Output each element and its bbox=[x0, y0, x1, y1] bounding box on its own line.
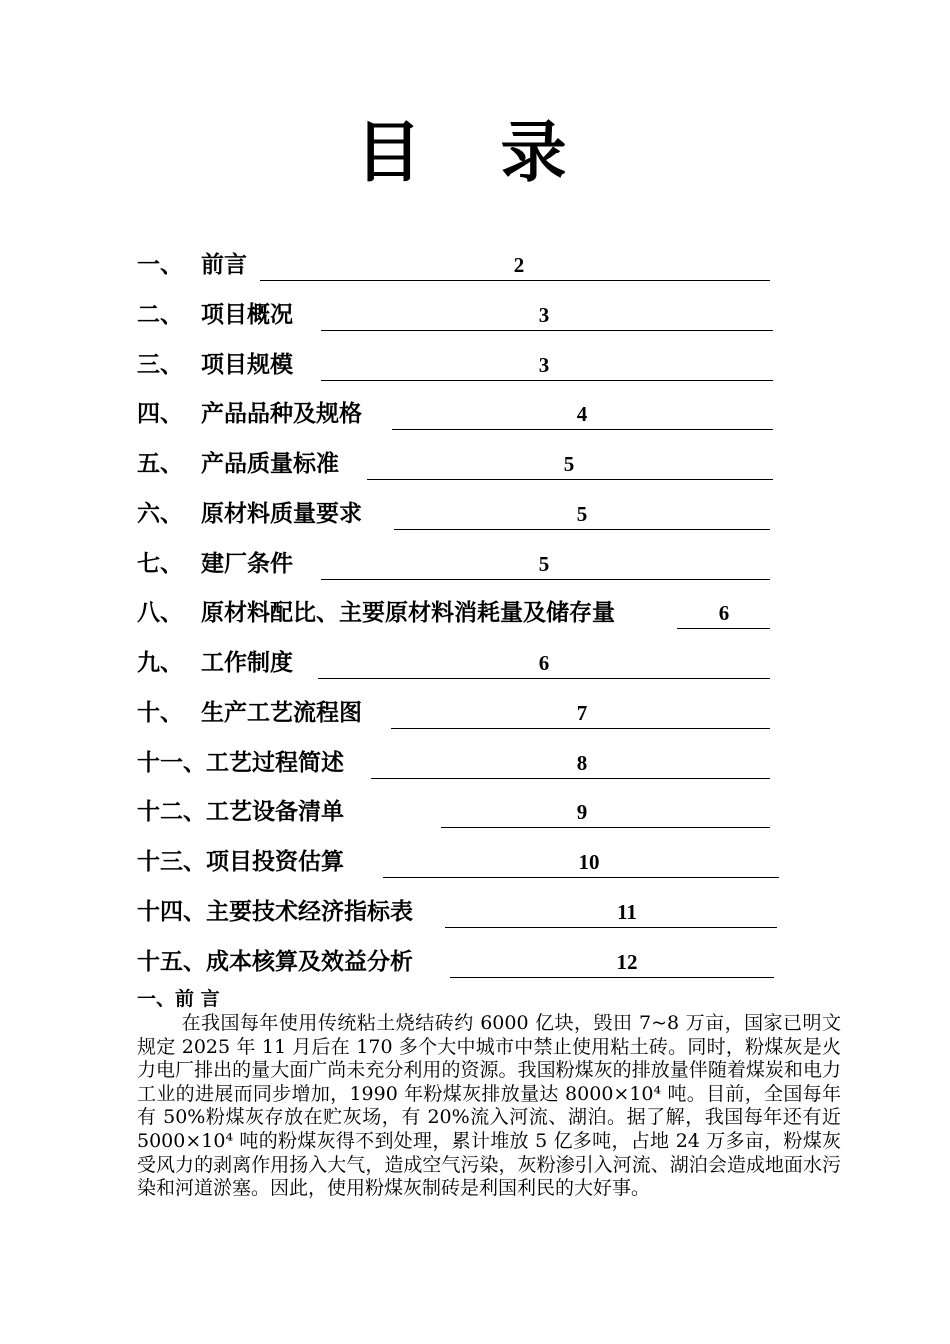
toc-entry[interactable] bbox=[137, 847, 780, 883]
toc-entry-number: 七、 bbox=[137, 550, 183, 577]
toc-entry-title: 生产工艺流程图 bbox=[201, 699, 362, 726]
toc-entry-number: 九、 bbox=[137, 649, 183, 676]
toc-leader-line bbox=[321, 330, 773, 331]
toc-entry-page: 10 bbox=[578, 850, 600, 874]
toc-leader-line bbox=[371, 778, 770, 779]
toc-entry[interactable] bbox=[137, 549, 771, 585]
toc-entry[interactable] bbox=[137, 449, 774, 485]
toc-entry-page: 5 bbox=[563, 452, 575, 476]
toc-entry-number: 八、 bbox=[137, 599, 183, 626]
toc-entry-number: 六、 bbox=[137, 500, 183, 527]
toc-entry-title: 十一、工艺过程简述 bbox=[137, 749, 344, 776]
toc-entry[interactable] bbox=[137, 698, 771, 734]
toc-entry-page: 8 bbox=[576, 751, 588, 775]
toc-leader-line bbox=[383, 877, 779, 878]
toc-leader-line bbox=[321, 380, 773, 381]
toc-entry[interactable] bbox=[137, 947, 775, 983]
toc-leader-line bbox=[445, 927, 777, 928]
toc-entry-number: 一、 bbox=[137, 251, 183, 278]
toc-leader-line bbox=[318, 678, 770, 679]
toc-entry-page: 9 bbox=[576, 800, 588, 824]
toc-entry-title: 十三、项目投资估算 bbox=[137, 848, 344, 875]
toc-entry[interactable] bbox=[137, 399, 774, 435]
toc-entry-number: 五、 bbox=[137, 450, 183, 477]
section-body bbox=[137, 1012, 841, 1201]
toc-leader-line bbox=[450, 977, 774, 978]
toc-entry-title: 十四、主要技术经济指标表 bbox=[137, 898, 413, 925]
toc-entry-title: 建厂条件 bbox=[201, 550, 293, 577]
toc-entry[interactable] bbox=[137, 598, 771, 634]
toc-entry-page: 3 bbox=[538, 303, 550, 327]
toc-entry-number: 二、 bbox=[137, 301, 183, 328]
toc-entry-title: 前言 bbox=[201, 251, 247, 278]
toc-entry[interactable] bbox=[137, 250, 771, 286]
toc-entry-title: 项目概况 bbox=[201, 301, 293, 328]
toc-entry-page: 5 bbox=[538, 552, 550, 576]
toc-leader-line bbox=[260, 280, 770, 281]
toc-entry-title: 十二、工艺设备清单 bbox=[137, 798, 344, 825]
toc-entry-number: 十、 bbox=[137, 699, 183, 726]
toc-entry-page: 12 bbox=[616, 950, 638, 974]
toc-leader-line bbox=[391, 728, 770, 729]
page-title: 目 录 bbox=[355, 113, 595, 191]
toc-entry-page: 11 bbox=[617, 900, 637, 924]
toc-entry-page: 6 bbox=[718, 601, 730, 625]
toc-entry-title: 产品品种及规格 bbox=[201, 400, 362, 427]
toc-entry-number: 三、 bbox=[137, 351, 183, 378]
toc-entry-page: 4 bbox=[576, 402, 588, 426]
toc-entry-number: 四、 bbox=[137, 400, 183, 427]
toc-entry-page: 3 bbox=[538, 353, 550, 377]
section-heading: 一、前 言 bbox=[137, 988, 220, 1010]
toc-entry-page: 6 bbox=[538, 651, 550, 675]
toc-leader-line bbox=[321, 579, 770, 580]
toc-entry[interactable] bbox=[137, 797, 771, 833]
toc-leader-line bbox=[441, 827, 770, 828]
toc-entry-title: 工作制度 bbox=[201, 649, 293, 676]
toc-leader-line bbox=[367, 479, 773, 480]
toc-entry-title: 项目规模 bbox=[201, 351, 293, 378]
toc-entry-page: 5 bbox=[576, 502, 588, 526]
toc-entry[interactable] bbox=[137, 748, 771, 784]
toc-entry-page: 2 bbox=[513, 253, 525, 277]
toc-leader-line bbox=[394, 529, 770, 530]
toc-entry-title: 原材料质量要求 bbox=[201, 500, 362, 527]
toc-entry[interactable] bbox=[137, 350, 774, 386]
toc-entry[interactable] bbox=[137, 300, 774, 336]
toc-entry-title: 十五、成本核算及效益分析 bbox=[137, 948, 413, 975]
toc-entry-title: 产品质量标准 bbox=[201, 450, 339, 477]
toc-leader-line bbox=[392, 429, 773, 430]
section-paragraph-text: 在我国每年使用传统粘土烧结砖约 6000 亿块，毁田 7~8 万亩，国家已明文规定 2025 年 11 月后在 170 多个大中城市中禁止使用粘土砖。同时，粉煤灰是火力电厂排出的量大面广尚未充分利用的资源。我国粉煤灰的排放量伴随着煤炭和电力工业的进展而同步增加，1990 年粉煤灰排放量达 8000×10⁴ 吨。目前，全国每年有 50%粉煤灰存放在贮灰场，有 20%流入河流、湖泊。据了解，我国每年还有近 5000×10⁴ 吨的粉煤灰得不到处理，累计堆放 5 亿多吨，占地 24 万多亩，粉煤灰受风力的剥离作用扬入大气，造成空气污染，灰粉渗引入河流、湖泊会造成地面水污染和河道淤塞。因此，使用粉煤灰制砖是利国利民的大好事。 bbox=[137, 1012, 841, 1200]
toc-entry-page: 7 bbox=[576, 701, 588, 725]
toc-entry[interactable] bbox=[137, 499, 771, 535]
toc-entry-title: 原材料配比、主要原材料消耗量及储存量 bbox=[201, 599, 615, 626]
toc-leader-line bbox=[677, 628, 770, 629]
section-paragraph bbox=[137, 1012, 841, 1201]
toc-entry[interactable] bbox=[137, 897, 778, 933]
toc-entry[interactable] bbox=[137, 648, 771, 684]
